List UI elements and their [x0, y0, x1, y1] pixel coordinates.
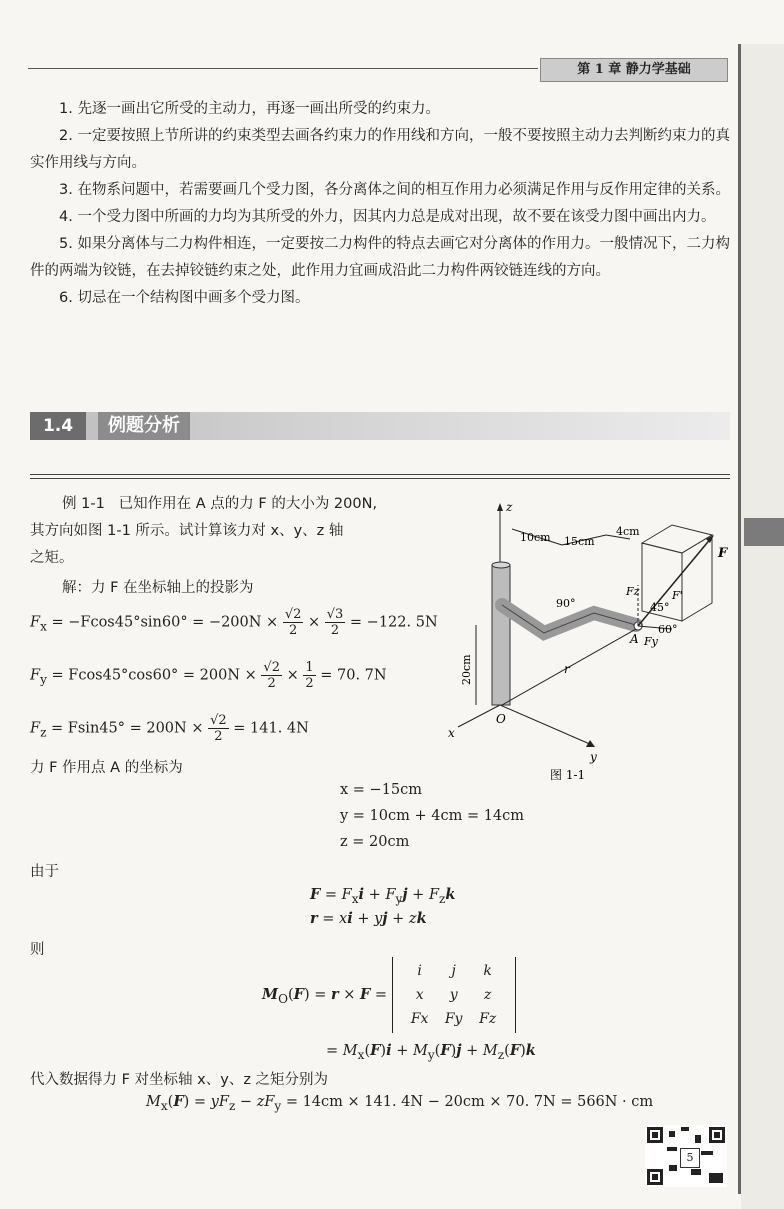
eq-fz: $F_z = Fsin45^\circ = 200N$ × $\frac{√2}{2}$ = 141. 4N: [30, 713, 309, 744]
substitute-text: 代入数据得力 F 对坐标轴 x、y、z 之矩分别为: [30, 1072, 329, 1088]
header-rule: [28, 68, 538, 69]
rule-2: 2. 一定要按照上节所讲的约束类型去画各约束力的作用线和方向，一般不要按照主动力去判断约束力的真实作用线与方向。: [30, 128, 730, 171]
section-rule-bottom: [30, 478, 730, 479]
post: [492, 565, 510, 705]
mx-tail: = 14cm × 141. 4N − 20cm × 70. 7N = 566N · cm: [285, 1094, 654, 1110]
frac-sqrt2-c: $\frac{√2}{2}$: [210, 713, 227, 744]
svg-text:10cm: 10cm: [520, 531, 551, 544]
svg-text:Fy: Fy: [644, 635, 658, 648]
page-edge-band: [741, 44, 784, 1209]
svg-text:F: F: [718, 546, 728, 561]
eq-mo: $M_O(F) = r \times F$ = i j k x y z Fx Fy Fz: [262, 957, 516, 1033]
frac-half: $\frac{1}{2}$: [305, 660, 314, 691]
svg-text:F': F': [672, 589, 683, 602]
svg-text:y: y: [590, 750, 597, 764]
fx-expr: = −Fcos45°sin60° = −200N ×: [51, 614, 279, 631]
eq-r-vector: r = xi + yj + zk: [310, 910, 427, 927]
svg-text:z: z: [506, 500, 513, 514]
thumb-tab: [744, 518, 784, 546]
eq-fy: $F_y = Fcos45^\circ\cos 60^\circ = 200N$ × $\frac{√2}{2}$ × $\frac{1}{2}$ = 70. 7N: [30, 660, 387, 691]
z-arrow: [497, 503, 503, 511]
chapter-header: 第 1 章 静力学基础: [540, 58, 728, 82]
section-title: 例题分析: [98, 412, 190, 440]
y-axis: [500, 705, 592, 745]
x-axis: [458, 705, 500, 727]
section-number: 1.4: [30, 412, 86, 440]
fz-expr: = Fsin45° = 200N ×: [51, 720, 204, 737]
rule-1: 1. 先逐一画出它所受的主动力，再逐一画出所受的约束力。: [59, 101, 440, 117]
eq-F-vector: $F = F_xi + F_yj + F_zk$: [310, 886, 456, 906]
rule-3: 3. 在物系问题中，若需要画几个受力图，各分离体之间的相互作用力必须满足作用与反作用定律的关系。: [59, 182, 730, 198]
then-label: 则: [30, 942, 45, 958]
frac-sqrt2-b: $\frac{√2}{2}$: [263, 660, 280, 691]
coord-x: x = −15cm: [340, 782, 423, 798]
svg-text:Fz: Fz: [626, 585, 640, 598]
eq-fx: $F_x = -Fcos45^\circ\sin 60^\circ = -200N$ × $\frac{√2}{2}$ × $\frac{√3}{2}$ = −122. 5N: [30, 607, 438, 638]
fy-result: = 70. 7N: [320, 667, 387, 684]
since-label: 由于: [30, 864, 59, 880]
rule-5: 5. 如果分离体与二力构件相连，一定要按二力构件的特点去画它对分离体的作用力。一般情况下，二力构件的两端为铰链，在去掉铰链约束之处，此作用力宜画成沿此二力构件两铰链连线的方向。: [30, 236, 730, 279]
svg-text:15cm: 15cm: [564, 535, 595, 548]
svg-text:4cm: 4cm: [616, 525, 640, 538]
example-statement-1: [62, 492, 377, 513]
svg-text:A: A: [630, 632, 639, 646]
rule-6: 6. 切忌在一个结构图中画多个受力图。: [59, 290, 310, 306]
page-number: 5: [680, 1148, 700, 1168]
svg-text:45°: 45°: [650, 601, 670, 614]
svg-text:90°: 90°: [556, 597, 576, 610]
statement-text-3: 之矩。: [30, 550, 74, 566]
coord-z: z = 20cm: [340, 834, 410, 850]
fx-result: = −122. 5N: [349, 614, 438, 631]
example-label: 例 1-1: [62, 496, 105, 512]
margin-rule: [738, 44, 741, 1194]
rules-list: [30, 96, 730, 312]
svg-text:O: O: [496, 712, 506, 726]
svg-text:x: x: [448, 726, 455, 740]
statement-text-2: 其方向如图 1-1 所示。试计算该力对 x、y、z 轴: [30, 523, 344, 539]
svg-text:20cm: 20cm: [460, 654, 473, 685]
determinant: i j k x y z Fx Fy Fz: [392, 957, 516, 1033]
section-rule-top: [30, 474, 730, 475]
svg-text:60°: 60°: [658, 623, 678, 636]
coord-y: y = 10cm + 4cm = 14cm: [340, 808, 525, 824]
frac-sqrt2: $\frac{√2}{2}$: [284, 607, 302, 638]
rule-4: 4. 一个受力图中所画的力均为其所受的外力，因其内力总是成对出现，故不要在该受力图中画出内力。: [59, 209, 716, 225]
coord-intro: 力 F 作用点 A 的坐标为: [30, 760, 183, 776]
svg-text:r: r: [564, 662, 570, 676]
figure-1-1: [440, 495, 738, 795]
eq-mx: $M_x(F) = yF_z - zF_y = 14cm \times 141$. 4N − 20cm × 70. 7N = 566N · cm: [146, 1093, 654, 1113]
solution-intro: 解：力 F 在坐标轴上的投影为: [62, 580, 254, 596]
fz-result: = 141. 4N: [233, 720, 309, 737]
eq-mo-expansion: = $M_x(F)i + M_y(F)j + M_z(F)k$: [326, 1042, 536, 1062]
frac-sqrt3: $\frac{√3}{2}$: [326, 607, 344, 638]
figure-caption: 图 1-1: [550, 768, 586, 782]
fy-expr: = Fcos45°cos60° = 200N ×: [51, 667, 257, 684]
statement-text-1: 已知作用在 A 点的力 F 的大小为 200N,: [118, 496, 378, 512]
